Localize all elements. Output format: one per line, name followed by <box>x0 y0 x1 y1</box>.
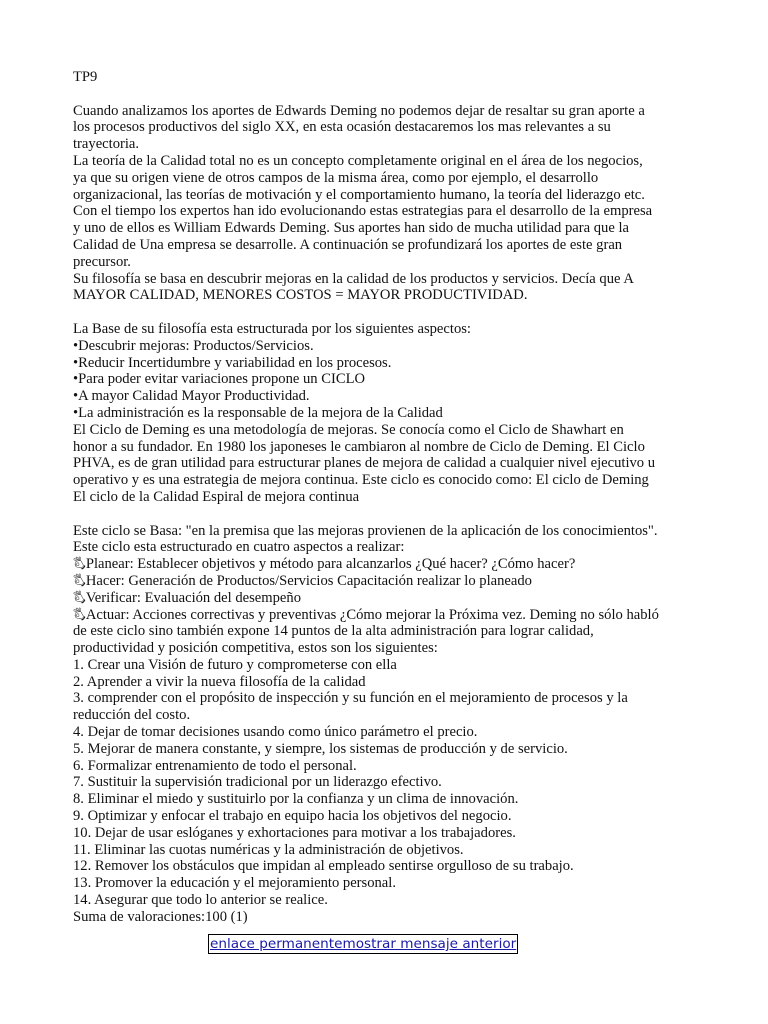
text-line: honor a su fundador. En 1980 los japoneses le cambiaron al nombre de Ciclo de Deming. El Ciclo <box>73 438 645 455</box>
cycle-section <box>73 523 713 624</box>
text-line: MAYOR CALIDAD, MENORES COSTOS = MAYOR PRODUCTIVIDAD. <box>73 287 528 304</box>
text-line: Este ciclo esta estructurado en cuatro aspectos a realizar: <box>73 539 405 556</box>
document-body <box>73 69 713 926</box>
list-item: 8. Eliminar el miedo y sustituirlo por la confianza y un clima de innovación. <box>73 791 519 808</box>
blank-line <box>73 304 713 321</box>
text-line: Calidad de Una empresa se desarrolle. A continuación se profundizará los aportes de este gran <box>73 236 623 253</box>
list-item: 10. Dejar de usar eslóganes y exhortaciones para motivar a los trabajadores. <box>73 824 516 841</box>
show-previous-message-link[interactable]: mostrar mensaje anterior <box>342 936 517 952</box>
text-line: Este ciclo se Basa: "en la premisa que las mejoras provienen de la aplicación de los conocimientos". <box>73 522 658 539</box>
bullet-item: •Reducir Incertidumbre y variabilidad en los procesos. <box>73 354 392 371</box>
list-item: 2. Aprender a vivir la nueva filosofía de la calidad <box>73 673 366 690</box>
bullet-item: •Descubrir mejoras: Productos/Servicios. <box>73 337 314 354</box>
points-section <box>73 623 713 925</box>
text-line: de este ciclo sino también expone 14 puntos de la alta administración para lograr calidad, <box>73 623 594 640</box>
phva-item-planear <box>73 556 713 573</box>
blank-line <box>73 506 713 523</box>
text-line: precursor. <box>73 253 131 270</box>
text-line: organizacional, las teorías de motivación y el comportamiento humano, la teoría del liderazgo etc. <box>73 186 645 203</box>
text-line: operativo y es una estrategia de mejora continua. Este ciclo es conocido como: El ciclo de Deming <box>73 472 649 489</box>
phva-item-actuar <box>73 607 713 624</box>
text-line: los procesos productivos del siglo XX, en esta ocasión destacaremos los mas relevantes a su <box>73 119 611 136</box>
text-line: El Ciclo de Deming es una metodología de mejoras. Se conocía como el Ciclo de Shawhart en <box>73 421 624 438</box>
list-item: 5. Mejorar de manera constante, y siempre, los sistemas de producción y de servicio. <box>73 740 568 757</box>
text-line: El ciclo de la Calidad Espiral de mejora continua <box>73 488 360 505</box>
text-line: ya que su origen viene de otros campos de la misma área, como por ejemplo, el desarrollo <box>73 169 599 186</box>
text-line: Con el tiempo los expertos han ido evolucionando estas estrategias para el desarrollo de la empresa <box>73 203 653 220</box>
list-item: 9. Optimizar y enfocar el trabajo en equipo hacia los objetivos del negocio. <box>73 808 512 825</box>
intro-section <box>73 103 713 305</box>
bullet-item: •A mayor Calidad Mayor Productividad. <box>73 388 310 405</box>
list-item: 14. Asegurar que todo lo anterior se realice. <box>73 892 328 909</box>
list-item: 3. comprender con el propósito de inspección y su función en el mejoramiento de procesos y la <box>73 690 628 707</box>
phva-text: Actuar: Acciones correctivas y preventivas ¿Cómo mejorar la Próxima vez. Deming no sólo habló <box>85 606 659 623</box>
bullet-item: •Para poder evitar variaciones propone un CICLO <box>73 371 366 388</box>
phva-text: Hacer: Generación de Productos/Servicios Capacitación realizar lo planeado <box>85 572 532 589</box>
bullet-item: •La administración es la responsable de la mejora de la Calidad <box>73 404 443 421</box>
text-line: La Base de su filosofía esta estructurada por los siguientes aspectos: <box>73 320 471 337</box>
list-item: 7. Sustituir la supervisión tradicional por un liderazgo efectivo. <box>73 774 442 791</box>
text-line: productividad y posición competitiva, estos son los siguientes: <box>73 640 438 657</box>
phva-text: Verificar: Evaluación del desempeño <box>85 589 301 606</box>
text-line: y uno de ellos es William Edwards Deming. Sus aportes han sido de mucha utilidad para que la <box>73 220 630 237</box>
phva-text: Planear: Establecer objetivos y método para alcanzarlos ¿Qué hacer? ¿Cómo hacer? <box>85 556 576 573</box>
list-item: 12. Remover los obstáculos que impidan al empleado sentirse orgulloso de su trabajo. <box>73 858 574 875</box>
list-item: 13. Promover la educación y el mejoramiento personal. <box>73 875 396 892</box>
hand-bullet-icon: 🖏 <box>73 573 86 588</box>
text-line: La teoría de la Calidad total no es un concepto completamente original en el área de los negocios, <box>73 152 643 169</box>
phva-item-verificar <box>73 590 713 607</box>
list-item: 1. Crear una Visión de futuro y comprometerse con ella <box>73 656 397 673</box>
hand-bullet-icon: 🖏 <box>73 557 86 572</box>
text-line: Su filosofía se basa en descubrir mejoras en la calidad de los productos y servicios. Decía que A <box>73 270 634 287</box>
text-line: trayectoria. <box>73 136 140 153</box>
list-item: 4. Dejar de tomar decisiones usando como único parámetro el precio. <box>73 724 478 741</box>
list-item: 11. Eliminar las cuotas numéricas y la administración de objetivos. <box>73 841 464 858</box>
list-item: reducción del costo. <box>73 707 191 724</box>
document-title: TP9 <box>73 69 98 85</box>
blank-line <box>73 86 713 103</box>
base-section <box>73 321 713 506</box>
list-item: 6. Formalizar entrenamiento de todo el personal. <box>73 757 357 774</box>
permalink-link[interactable]: enlace permanente <box>210 936 343 952</box>
phva-item-hacer <box>73 573 713 590</box>
hand-bullet-icon: 🖏 <box>73 607 86 622</box>
text-line: Cuando analizamos los aportes de Edwards Deming no podemos dejar de resaltar su gran aporte a <box>73 102 645 119</box>
text-line: PHVA, es de gran utilidad para estructurar planes de mejora de calidad a cualquier nivel ejecutivo u <box>73 455 656 472</box>
hand-bullet-icon: 🖏 <box>73 590 86 605</box>
message-links <box>208 934 518 954</box>
rating-sum: Suma de valoraciones:100 (1) <box>73 908 248 925</box>
